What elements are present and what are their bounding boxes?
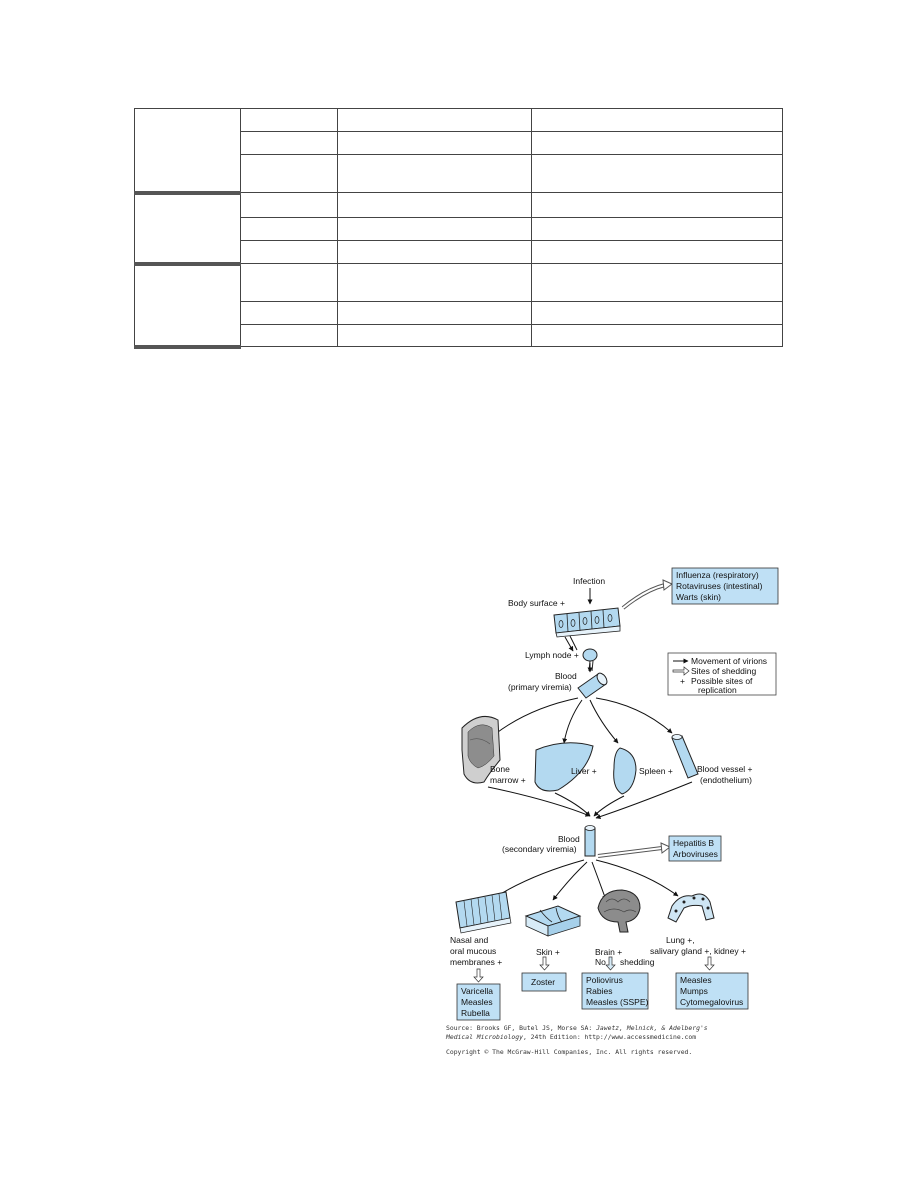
label-lung-2: salivary gland +, kidney + — [650, 946, 746, 956]
box-surface-line-3: Warts (skin) — [676, 592, 722, 602]
table-cell — [532, 241, 783, 264]
blood-primary-icon — [578, 671, 609, 698]
box-surface-line-2: Rotaviruses (intestinal) — [676, 581, 763, 591]
table-cell — [338, 109, 532, 132]
blood-vessel-icon — [672, 735, 698, 779]
box-blood-line-2: Arboviruses — [673, 849, 718, 859]
epithelium-icon — [554, 608, 620, 637]
table-cell-group-3 — [135, 264, 241, 347]
table-cell — [338, 218, 532, 241]
table-cell — [338, 193, 532, 218]
table-cell — [241, 132, 338, 155]
label-no: No — [595, 957, 606, 967]
box-brain-line-1: Poliovirus — [586, 975, 623, 985]
box-mucosa-line-3: Rubella — [461, 1008, 490, 1018]
brain-icon — [598, 890, 640, 932]
skin-icon — [526, 906, 580, 936]
shed-arrow-skin-icon — [540, 957, 549, 970]
viral-spread-diagram — [440, 560, 780, 1080]
box-brain-viruses — [582, 973, 649, 1009]
label-nasal-3: membranes + — [450, 957, 503, 967]
box-mucosa-line-1: Varicella — [461, 986, 493, 996]
source-line-2: Medical Microbiology, 24th Edition: http://www.accessmedicine.com — [446, 1033, 697, 1041]
table-cell — [532, 264, 783, 302]
shed-arrow-brain-icon — [606, 957, 615, 970]
table-cell — [338, 302, 532, 325]
legend — [668, 653, 776, 695]
table-cell — [241, 302, 338, 325]
table-cell — [241, 241, 338, 264]
box-surface-viruses — [672, 568, 778, 604]
table-cell — [338, 241, 532, 264]
table-cell — [338, 132, 532, 155]
table-cell — [241, 193, 338, 218]
box-blood-viruses — [669, 836, 721, 861]
table-row — [135, 109, 783, 132]
table-cell — [532, 325, 783, 347]
label-bone-1: Bone — [490, 764, 510, 774]
blood-secondary-icon — [585, 826, 595, 857]
legend-plus: + — [680, 676, 685, 686]
label-blood-secondary-1: Blood — [558, 834, 580, 844]
label-blood-secondary-2: (secondary viremia) — [502, 844, 577, 854]
legend-replication-2: replication — [698, 685, 737, 695]
table-cell-group-1 — [135, 109, 241, 193]
label-liver: Liver + — [571, 766, 597, 776]
label-nasal-2: oral mucous — [450, 946, 497, 956]
empty-table — [134, 108, 783, 349]
table-cell — [338, 155, 532, 193]
label-skin: Skin + — [536, 947, 560, 957]
label-vessel-2: (endothelium) — [700, 775, 752, 785]
label-bone-2: marrow + — [490, 775, 526, 785]
label-infection: Infection — [573, 576, 606, 586]
label-blood-primary-1: Blood — [555, 671, 577, 681]
copyright: Copyright © The McGraw-Hill Companies, Inc. All rights reserved. — [446, 1048, 693, 1056]
table-cell — [338, 264, 532, 302]
box-lung-viruses — [676, 973, 748, 1009]
box-mucosa-viruses — [457, 984, 500, 1020]
box-brain-line-3: Measles (SSPE) — [586, 997, 649, 1007]
legend-replication-1: Possible sites of — [691, 676, 753, 686]
legend-shedding: Sites of shedding — [691, 666, 757, 676]
shedding-arrow-icon — [663, 580, 672, 590]
table-row — [135, 193, 783, 218]
box-surface-line-1: Influenza (respiratory) — [676, 570, 759, 580]
table-cell — [532, 218, 783, 241]
shed-arrow-mucosa-icon — [474, 969, 483, 982]
box-lung-line-1: Measles — [680, 975, 712, 985]
table-cell — [338, 325, 532, 347]
source-line-1: Source: Brooks GF, Butel JS, Morse SA: Jawetz, Melnick, & Adelberg's — [446, 1024, 708, 1032]
table-cell — [241, 325, 338, 347]
label-spleen: Spleen + — [639, 766, 673, 776]
label-body-surface: Body surface + — [508, 598, 565, 608]
mucous-membrane-icon — [456, 892, 511, 933]
box-skin-line-1: Zoster — [531, 977, 556, 987]
table-cell-group-2 — [135, 193, 241, 264]
box-lung-line-3: Cytomegalovirus — [680, 997, 744, 1007]
table-cell — [532, 155, 783, 193]
lung-icon — [668, 894, 714, 922]
label-lymph-node: Lymph node + — [525, 650, 579, 660]
table-cell — [241, 109, 338, 132]
shed-arrow-lung-icon — [705, 957, 714, 970]
box-mucosa-line-2: Measles — [461, 997, 493, 1007]
label-nasal-1: Nasal and — [450, 935, 489, 945]
table-cell — [241, 264, 338, 302]
table-cell — [532, 132, 783, 155]
box-blood-line-1: Hepatitis B — [673, 838, 715, 848]
label-lung-1: Lung +, — [666, 935, 695, 945]
table-row — [135, 264, 783, 302]
box-lung-line-2: Mumps — [680, 986, 708, 996]
box-skin-viruses — [522, 973, 566, 991]
label-brain: Brain + — [595, 947, 623, 957]
table-cell — [532, 193, 783, 218]
label-shedding: shedding — [620, 957, 655, 967]
table-cell — [241, 155, 338, 193]
label-blood-primary-2: (primary viremia) — [508, 682, 572, 692]
box-brain-line-2: Rabies — [586, 986, 613, 996]
table-cell — [532, 302, 783, 325]
spleen-icon — [614, 748, 636, 794]
label-vessel-1: Blood vessel + — [697, 764, 753, 774]
table-cell — [532, 109, 783, 132]
legend-movement: Movement of virions — [691, 656, 768, 666]
table-cell — [241, 218, 338, 241]
